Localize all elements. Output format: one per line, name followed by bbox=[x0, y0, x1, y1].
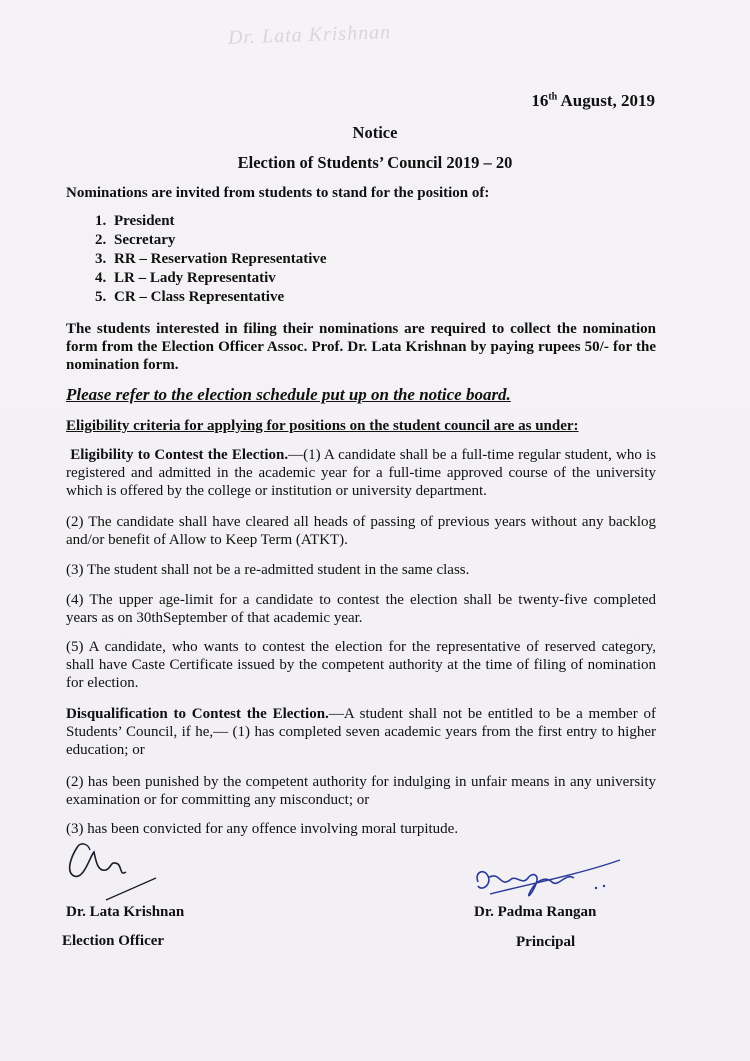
faint-handwriting: Dr. Lata Krishnan bbox=[227, 21, 392, 49]
disqualification-point-1: Disqualification to Contest the Election.—A student shall not be entitled to be a member of Students’ Council, if he,— (1) has completed seven academic years from the first entry to higher education; or bbox=[66, 706, 656, 758]
disqualification-point-3: (3) has been convicted for any offence involving moral turpitude. bbox=[66, 821, 459, 837]
position-item: 1. President bbox=[110, 212, 327, 231]
eligibility-point-4: (4) The upper age-limit for a candidate to contest the election shall be twenty-five completed years as on 30thSeptember of that academic year. bbox=[66, 592, 656, 626]
refer-note: Please refer to the election schedule put up on the notice board. bbox=[66, 385, 511, 404]
nominations-intro: Nominations are invited from students to stand for the position of: bbox=[66, 185, 490, 201]
principal-name: Dr. Padma Rangan bbox=[474, 904, 597, 920]
election-officer-signature bbox=[60, 838, 170, 908]
eligibility-point-1: Eligibility to Contest the Election.—(1) A candidate shall be a full-time regular student, who is registered and admitted in the academic year for a full-time approved course of the university which is offered by the college or institution or university department. bbox=[66, 447, 657, 499]
notice-title: Notice bbox=[352, 123, 398, 142]
position-item: 4. LR – Lady Representativ bbox=[110, 269, 327, 288]
disqualification-point-2: (2) has been punished by the competent authority for indulging in unfair means in any university examination or for committing any misconduct; or bbox=[66, 774, 656, 808]
eligibility-point-5: (5) A candidate, who wants to contest the election for the representative of reserved category, shall have Caste Certificate issued by the competent authority at the time of filing of nomination for election. bbox=[66, 639, 656, 691]
positions-list bbox=[66, 212, 327, 307]
election-officer-name: Dr. Lata Krishnan bbox=[66, 904, 185, 920]
election-officer-role: Election Officer bbox=[62, 933, 165, 949]
notice-date: 16th August, 2019 bbox=[531, 91, 655, 110]
eligibility-point-3: (3) The student shall not be a re-admitted student in the same class. bbox=[66, 562, 470, 578]
collection-note: The students interested in filing their nominations are required to collect the nomination form from the Election Officer Assoc. Prof. Dr. Lata Krishnan by paying rupees 50/- for the nomination form. bbox=[66, 321, 656, 373]
eligibility-heading: Eligibility criteria for applying for positions on the student council are as under: bbox=[66, 418, 579, 434]
position-item: 3. RR – Reservation Representative bbox=[110, 250, 327, 269]
principal-role: Principal bbox=[516, 934, 576, 950]
position-item: 5. CR – Class Representative bbox=[110, 288, 327, 307]
principal-signature bbox=[470, 852, 630, 912]
notice-subtitle: Election of Students’ Council 2019 – 20 bbox=[237, 153, 513, 172]
eligibility-point-2: (2) The candidate shall have cleared all heads of passing of previous years without any backlog and/or benefit of Allow to Keep Term (ATKT). bbox=[66, 514, 656, 548]
position-item: 2. Secretary bbox=[110, 231, 327, 250]
